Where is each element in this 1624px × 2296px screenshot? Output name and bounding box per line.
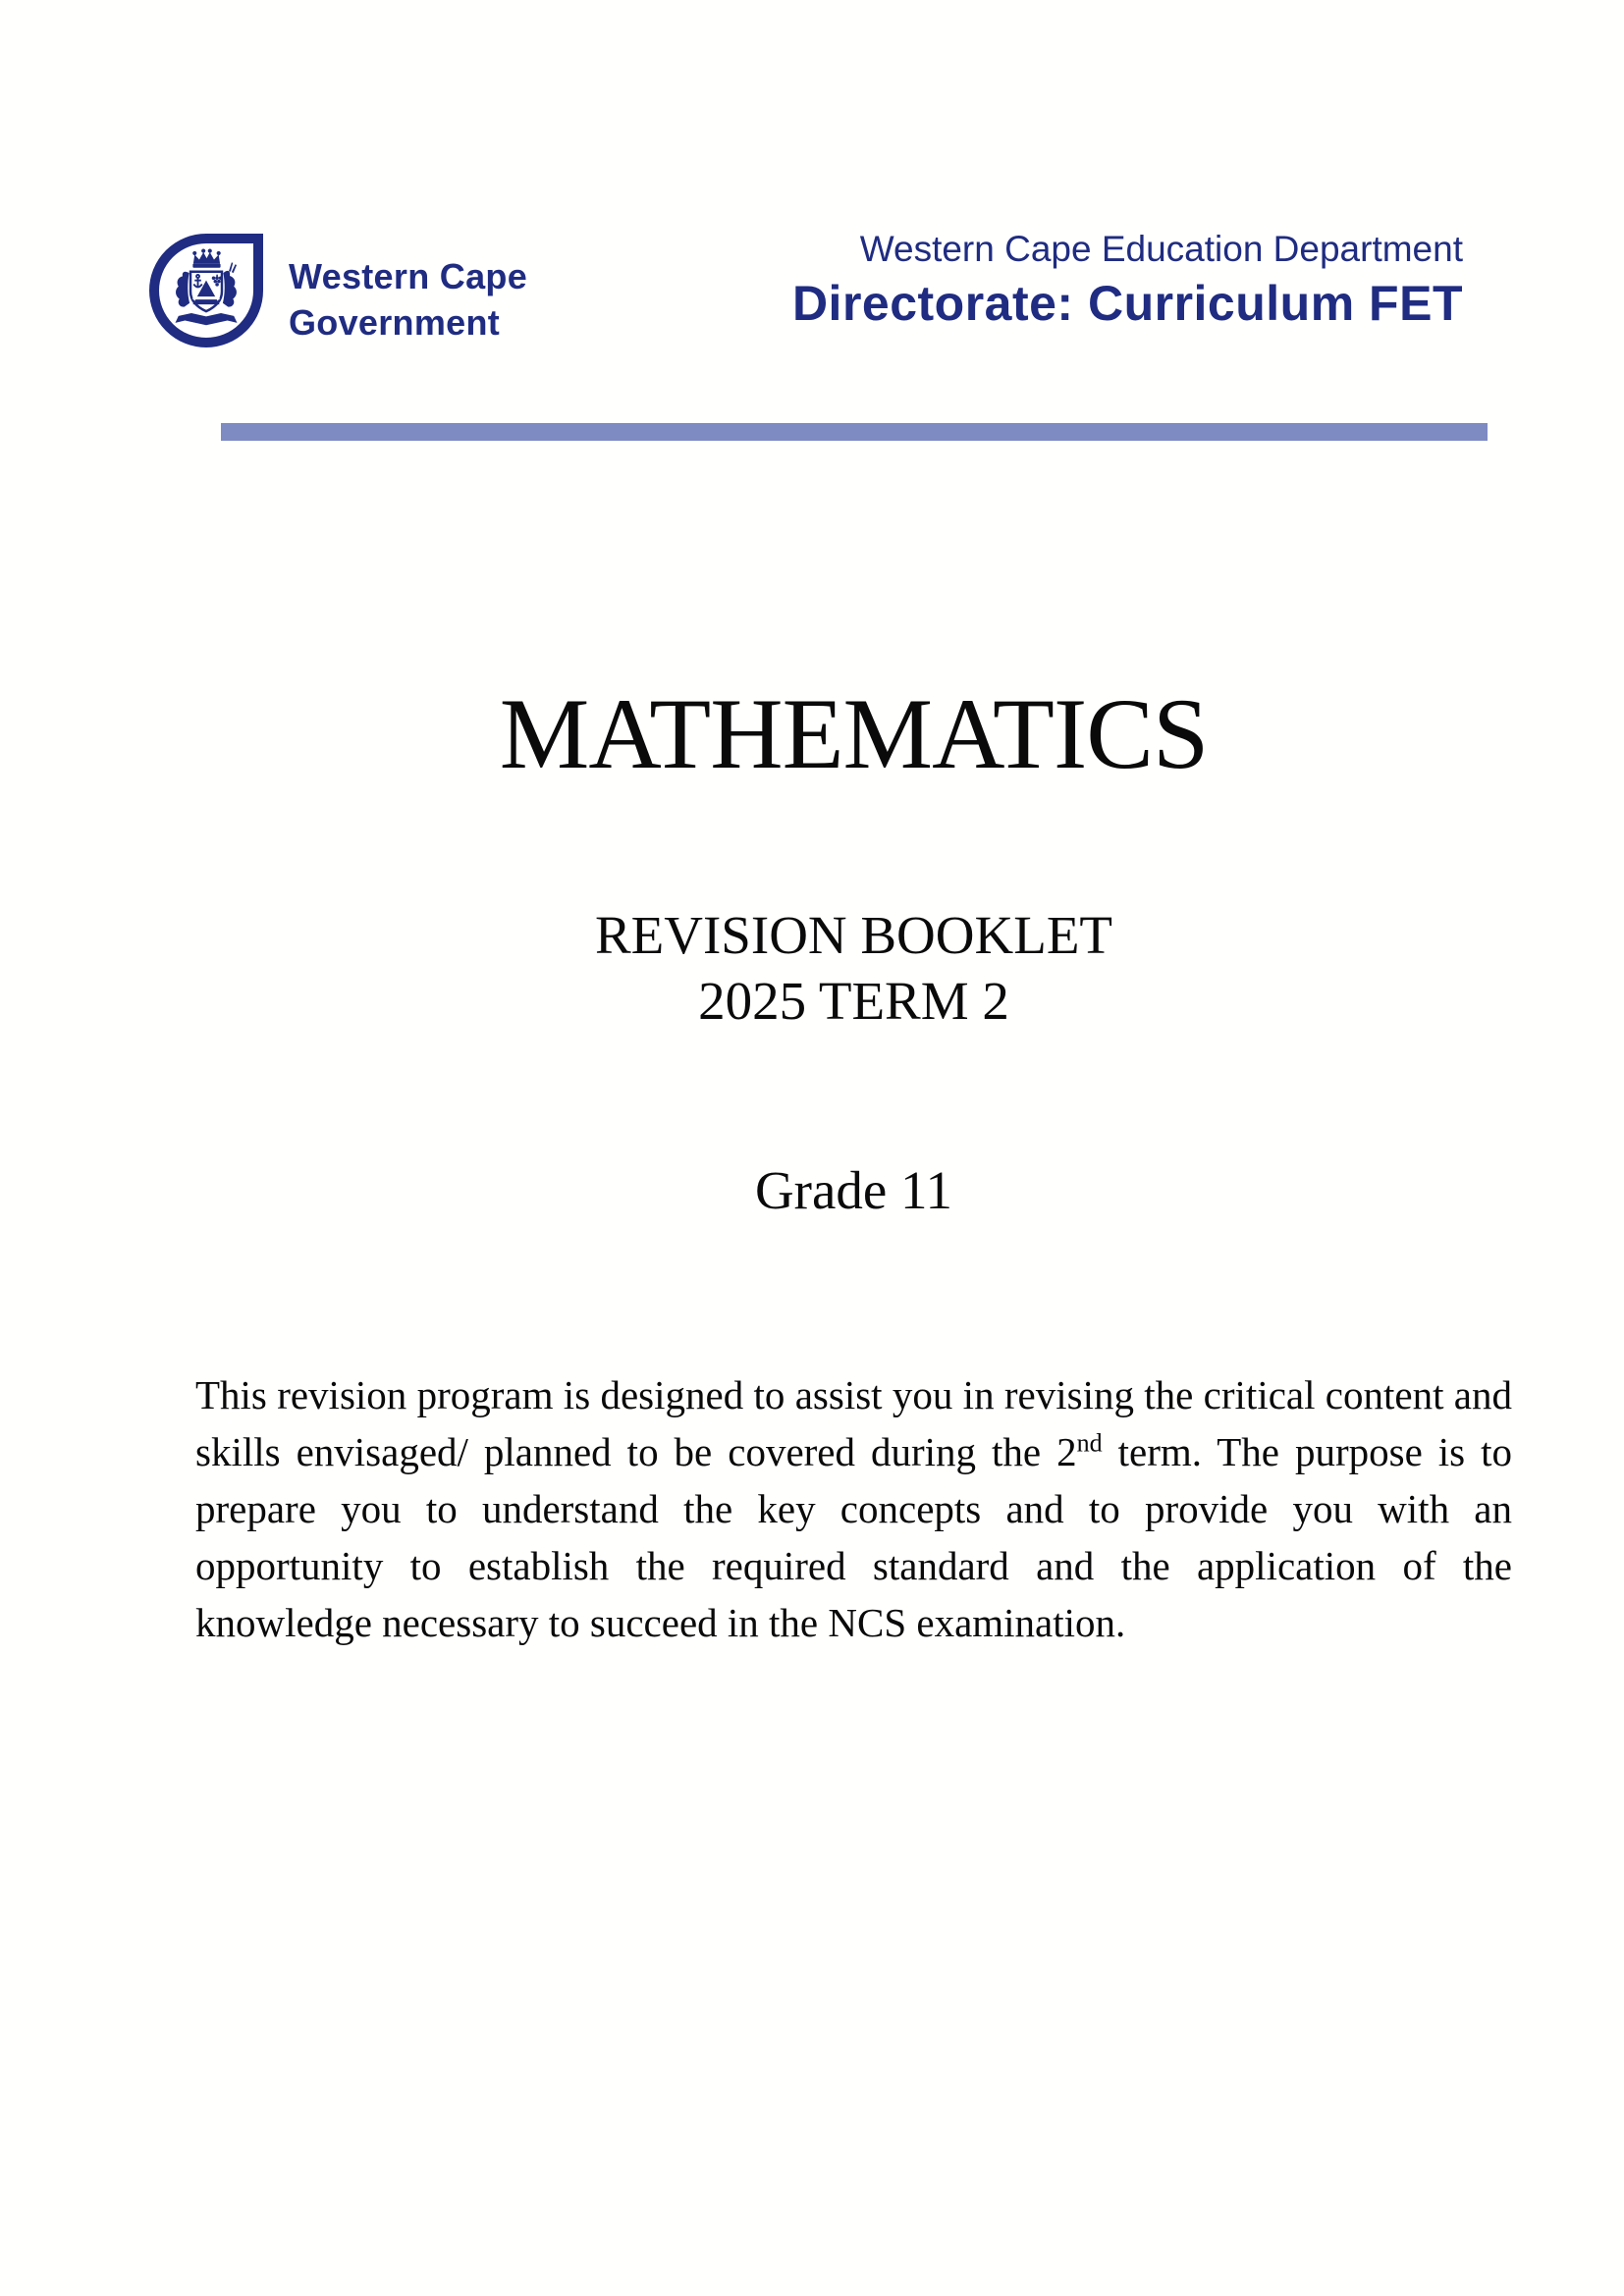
document-title: MATHEMATICS — [499, 678, 1209, 790]
document-subtitle — [195, 902, 1512, 1034]
logo-wordmark-line1: Western Cape — [289, 256, 528, 296]
subtitle-revision-booklet: REVISION BOOKLET — [594, 905, 1113, 965]
directorate-name: Directorate: Curriculum FET — [791, 276, 1463, 331]
intro-text-part1: This revision program is designed to assist you in revising the critical content and skills envisaged/ planned to be covered during the 2 — [195, 1372, 1512, 1474]
department-name: Western Cape Education Department — [859, 229, 1463, 269]
coat-of-arms-icon — [160, 244, 252, 337]
western-cape-government-logo — [149, 234, 263, 347]
logo-wordmark-line2: Government — [289, 302, 501, 343]
intro-text-part2: term. The purpose is to prepare you to understand the key concepts and to provide you with an opportunity to establish the required standard and the application of the knowledge necessary to succeed in the NCS examination. — [195, 1429, 1512, 1645]
subtitle-term: 2025 TERM 2 — [698, 971, 1009, 1031]
divider-bar — [221, 423, 1488, 441]
grade-heading: Grade 11 — [754, 1160, 953, 1220]
intro-paragraph — [195, 1366, 1512, 1651]
department-header — [792, 229, 1463, 330]
logo-wordmark — [289, 253, 527, 346]
intro-superscript: nd — [1076, 1428, 1103, 1458]
